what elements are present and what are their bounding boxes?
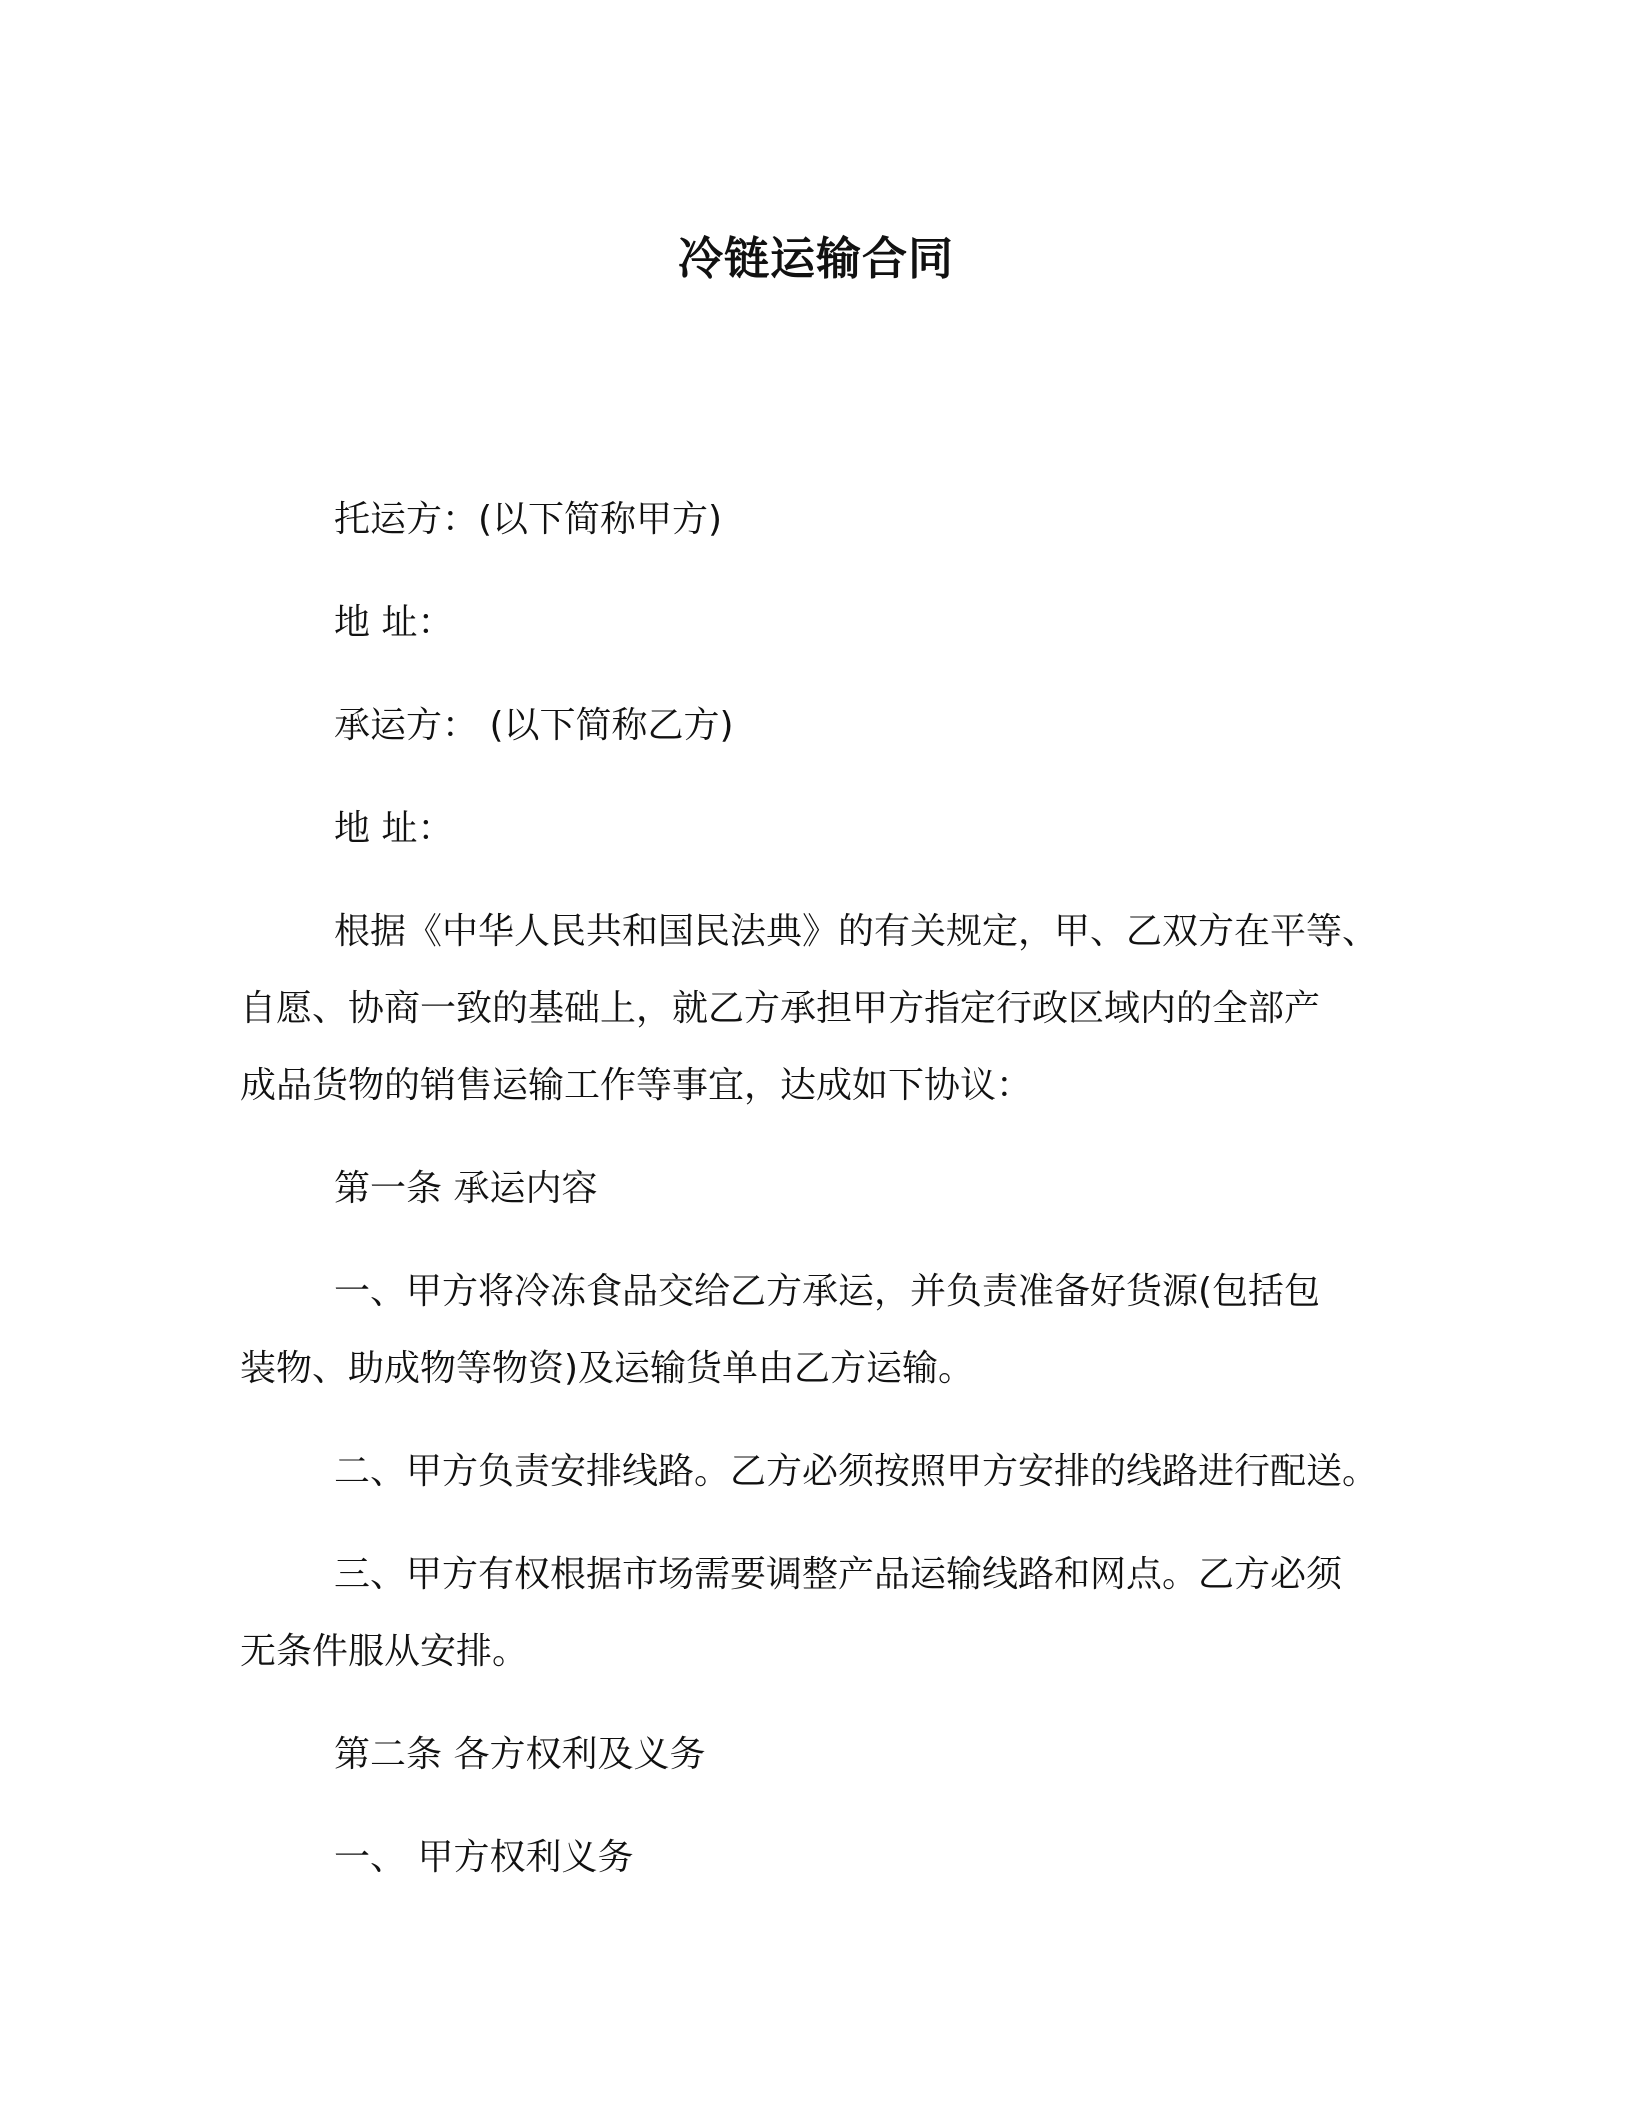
carrier-address-line: 地 址：: [334, 808, 454, 849]
article-2-heading: 第二条 各方权利及义务: [334, 1734, 706, 1775]
article-1-clause-3-line-2: 无条件服从安排。: [240, 1631, 529, 1672]
article-1-clause-1-line-1: 一、甲方将冷冻食品交给乙方承运，并负责准备好货源(包括包: [334, 1271, 1321, 1312]
consignor-address-line: 地 址：: [334, 602, 454, 643]
consignor-line: 托运方：(以下简称甲方): [334, 499, 723, 540]
article-1-clause-2: 二、甲方负责安排线路。乙方必须按照甲方安排的线路进行配送。: [334, 1451, 1379, 1492]
article-2-section-1-heading: 一、 甲方权利义务: [334, 1837, 634, 1878]
preamble-line-3: 成品货物的销售运输工作等事宜，达成如下协议：: [240, 1065, 1033, 1106]
carrier-line: 承运方： (以下简称乙方): [334, 705, 734, 746]
preamble-line-1: 根据《中华人民共和国民法典》的有关规定，甲、乙双方在平等、: [334, 911, 1379, 952]
article-1-clause-1-line-2: 装物、助成物等物资)及运输货单由乙方运输。: [240, 1348, 975, 1389]
document-title: 冷链运输合同: [677, 232, 954, 285]
preamble-line-2: 自愿、协商一致的基础上，就乙方承担甲方指定行政区域内的全部产: [240, 988, 1321, 1029]
article-1-heading: 第一条 承运内容: [334, 1168, 598, 1209]
article-1-clause-3-line-1: 三、甲方有权根据市场需要调整产品运输线路和网点。乙方必须: [334, 1554, 1343, 1595]
